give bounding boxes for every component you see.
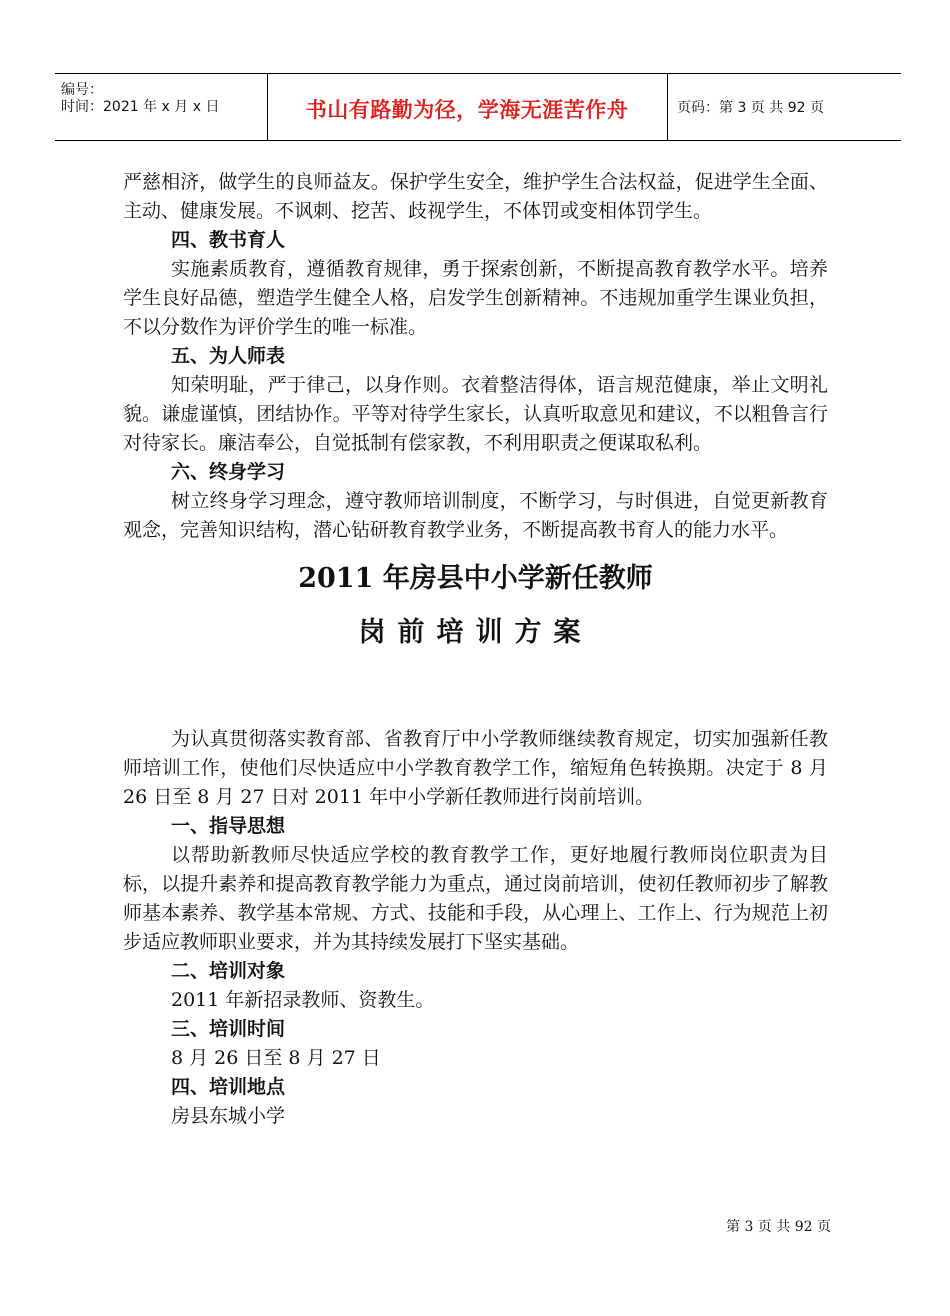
section-paragraph: 8 月 26 日至 8 月 27 日 <box>171 1047 381 1069</box>
intro-paragraph: 为认真贯彻落实教育部、省教育厅中小学教师继续教育规定，切实加强新任教师培训工作，使他们尽快适应中小学教育教学工作，缩短角色转换期。决定于 8 月 26 日至 8 月 27 日对 2011 年中小学新任教师进行岗前培训。 <box>123 728 828 808</box>
section-heading: 一、指导思想 <box>171 815 286 837</box>
continuation-paragraph: 严慈相济，做学生的良师益友。保护学生安全，维护学生合法权益，促进学生全面、主动、健康发展。不讽刺、挖苦、歧视学生，不体罚或变相体罚学生。 <box>123 171 828 222</box>
section-paragraph: 实施素质教育，遵循教育规律，勇于探索创新，不断提高教育教学水平。培养学生良好品德，塑造学生健全人格，启发学生创新精神。不违规加重学生课业负担，不以分数作为评价学生的唯一标准。 <box>123 258 828 338</box>
section-heading: 四、教书育人 <box>171 229 286 251</box>
section-paragraph: 房县东城小学 <box>171 1105 286 1127</box>
header-page-info: 页码：第 3 页 共 92 页 <box>677 100 824 116</box>
time-label: 时间：2021 年 x 月 x 日 <box>61 99 220 115</box>
header-page-cell <box>667 74 901 140</box>
page-header <box>55 73 901 141</box>
section-paragraph: 2011 年新招录教师、资教生。 <box>171 989 435 1011</box>
section-heading: 四、培训地点 <box>171 1076 286 1098</box>
header-meta-cell <box>55 74 268 140</box>
spacer <box>123 653 828 725</box>
number-label: 编号： <box>61 82 103 98</box>
section-heading: 三、培训时间 <box>171 1018 286 1040</box>
section-heading: 五、为人师表 <box>171 345 286 367</box>
document-subtitle: 岗前培训方案 <box>358 617 593 648</box>
section-heading: 二、培训对象 <box>171 960 286 982</box>
motto: 书山有路勤为径，学海无涯苦作舟 <box>305 98 629 122</box>
section-paragraph: 以帮助新教师尽快适应学校的教育教学工作，更好地履行教师岗位职责为目标，以提升素养和提高教育教学能力为重点，通过岗前培训，使初任教师初步了解教师基本素养、教学基本常规、方式、技能和手段，从心理上、工作上、行为规范上初步适应教师职业要求，并为其持续发展打下坚实基础。 <box>123 844 828 953</box>
header-motto-cell <box>267 74 668 140</box>
document-body <box>123 168 828 1131</box>
document-title: 2011 年房县中小学新任教师 <box>298 563 653 594</box>
section-paragraph: 树立终身学习理念，遵守教师培训制度，不断学习，与时俱进，自觉更新教育观念，完善知识结构，潜心钻研教育教学业务，不断提高教书育人的能力水平。 <box>123 490 828 541</box>
section-heading: 六、终身学习 <box>171 461 286 483</box>
section-paragraph: 知荣明耻，严于律己，以身作则。衣着整洁得体，语言规范健康，举止文明礼貌。谦虚谨慎，团结协作。平等对待学生家长，认真听取意见和建议，不以粗鲁言行对待家长。廉洁奉公，自觉抵制有偿家教，不利用职责之便谋取私利。 <box>123 374 828 454</box>
page-footer: 第 3 页 共 92 页 <box>726 1219 831 1235</box>
